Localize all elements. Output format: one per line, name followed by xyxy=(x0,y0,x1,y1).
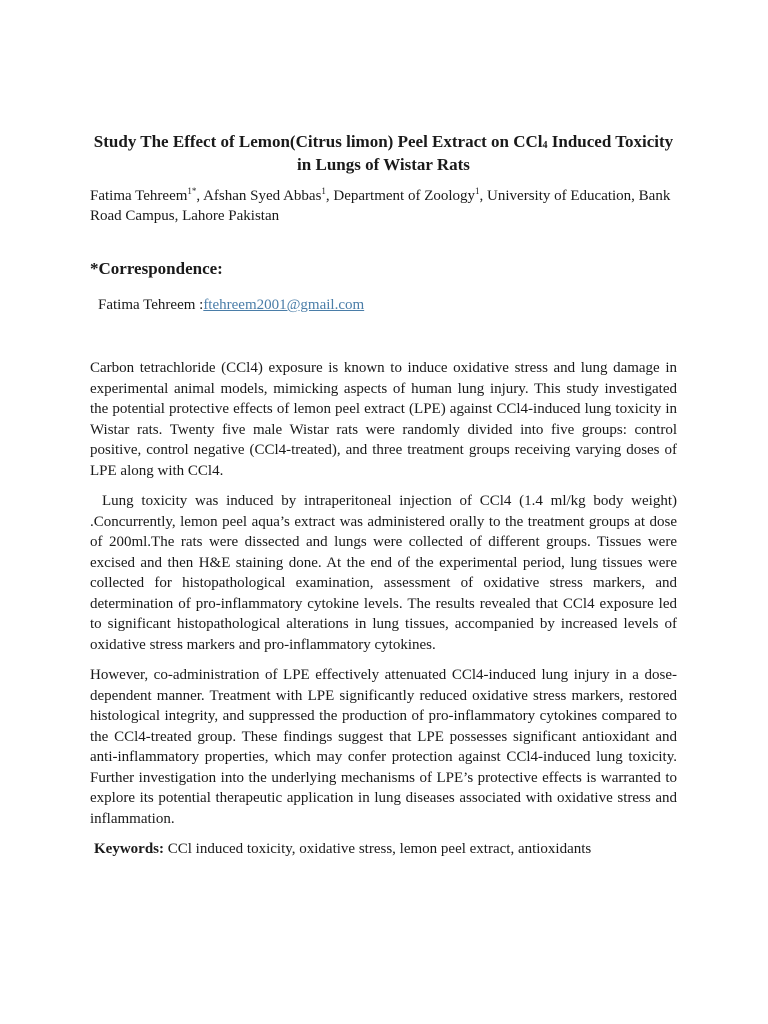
department-name: Department of Zoology xyxy=(333,188,476,204)
paper-title xyxy=(90,130,677,176)
correspondence-name: Fatima Tehreem : xyxy=(98,297,204,313)
abstract-paragraph-3: However, co-administration of LPE effectively attenuated CCl4-induced lung injury in a dose-dependent manner. Treatment with LPE significantly reduced oxidative stress markers, restored histological integrity, and suppressed the production of pro-inflammatory cytokines compared to the CCl4-treated group. These findings suggest that LPE possesses significant antioxidant and anti-inflammatory properties, which may confer protection against CCl4-induced lung toxicity. Further investigation into the underlying mechanisms of LPE’s protective effects is warranted to explore its potential therapeutic application in lung diseases associated with oxidative stress and inflammation. xyxy=(90,667,677,827)
paper-page xyxy=(90,130,677,859)
author-separator: , xyxy=(196,188,204,204)
author-affiliation xyxy=(90,186,677,226)
author-1-superscript: 1* xyxy=(187,186,197,196)
affiliation-rest: , University of Education, Bank Road Campus, Lahore Pakistan xyxy=(90,188,671,224)
correspondence-line xyxy=(98,295,677,315)
author-2-name: Afshan Syed Abbas xyxy=(203,188,322,204)
correspondence-heading: *Correspondence: xyxy=(90,259,223,278)
author-separator: , xyxy=(325,188,334,204)
keywords-text: CCl induced toxicity, oxidative stress, lemon peel extract, antioxidants xyxy=(164,841,592,857)
author-2-superscript: 1 xyxy=(321,186,326,196)
keywords-line xyxy=(94,839,677,859)
title-subscript: 4 xyxy=(542,140,548,151)
title-text-part1: Study The Effect of Lemon(Citrus limon) Peel Extract on CCl xyxy=(93,132,543,151)
correspondence-email-link[interactable]: ftehreem2001@gmail.com xyxy=(203,297,365,313)
abstract-body xyxy=(90,358,677,829)
department-superscript: 1 xyxy=(475,186,480,196)
keywords-label: Keywords: xyxy=(94,841,164,857)
abstract-paragraph-1: Carbon tetrachloride (CCl4) exposure is known to induce oxidative stress and lung damage in experimental animal models, mimicking aspects of human lung injury. This study investigated the potential protective effects of lemon peel extract (LPE) against CCl4-induced lung toxicity in Wistar rats. Twenty five male Wistar rats were randomly divided into five groups: control positive, control negative (CCl4-treated), and three treatment groups receiving varying doses of LPE along with CCl4. xyxy=(90,360,677,479)
author-1-name: Fatima Tehreem xyxy=(90,188,188,204)
abstract-paragraph-2: Lung toxicity was induced by intraperitoneal injection of CCl4 (1.4 ml/kg body weight) .Concurrently, lemon peel aqua’s extract was administered orally to the treatment groups at dose of 200ml.The rats were dissected and lungs were collected of different groups. Tissues were excised and then H&E staining done. At the end of the experimental period, lung tissues were collected for histopathological examination, assessment of oxidative stress markers, and determination of pro-inflammatory cytokine levels. The results revealed that CCl4 exposure led to significant histopathological alterations in lung tissues, accompanied by increased levels of oxidative stress markers and pro-inflammatory cytokines. xyxy=(90,493,677,653)
title-text-part2: Induced Toxicity in Lungs of Wistar Rats xyxy=(297,132,674,174)
